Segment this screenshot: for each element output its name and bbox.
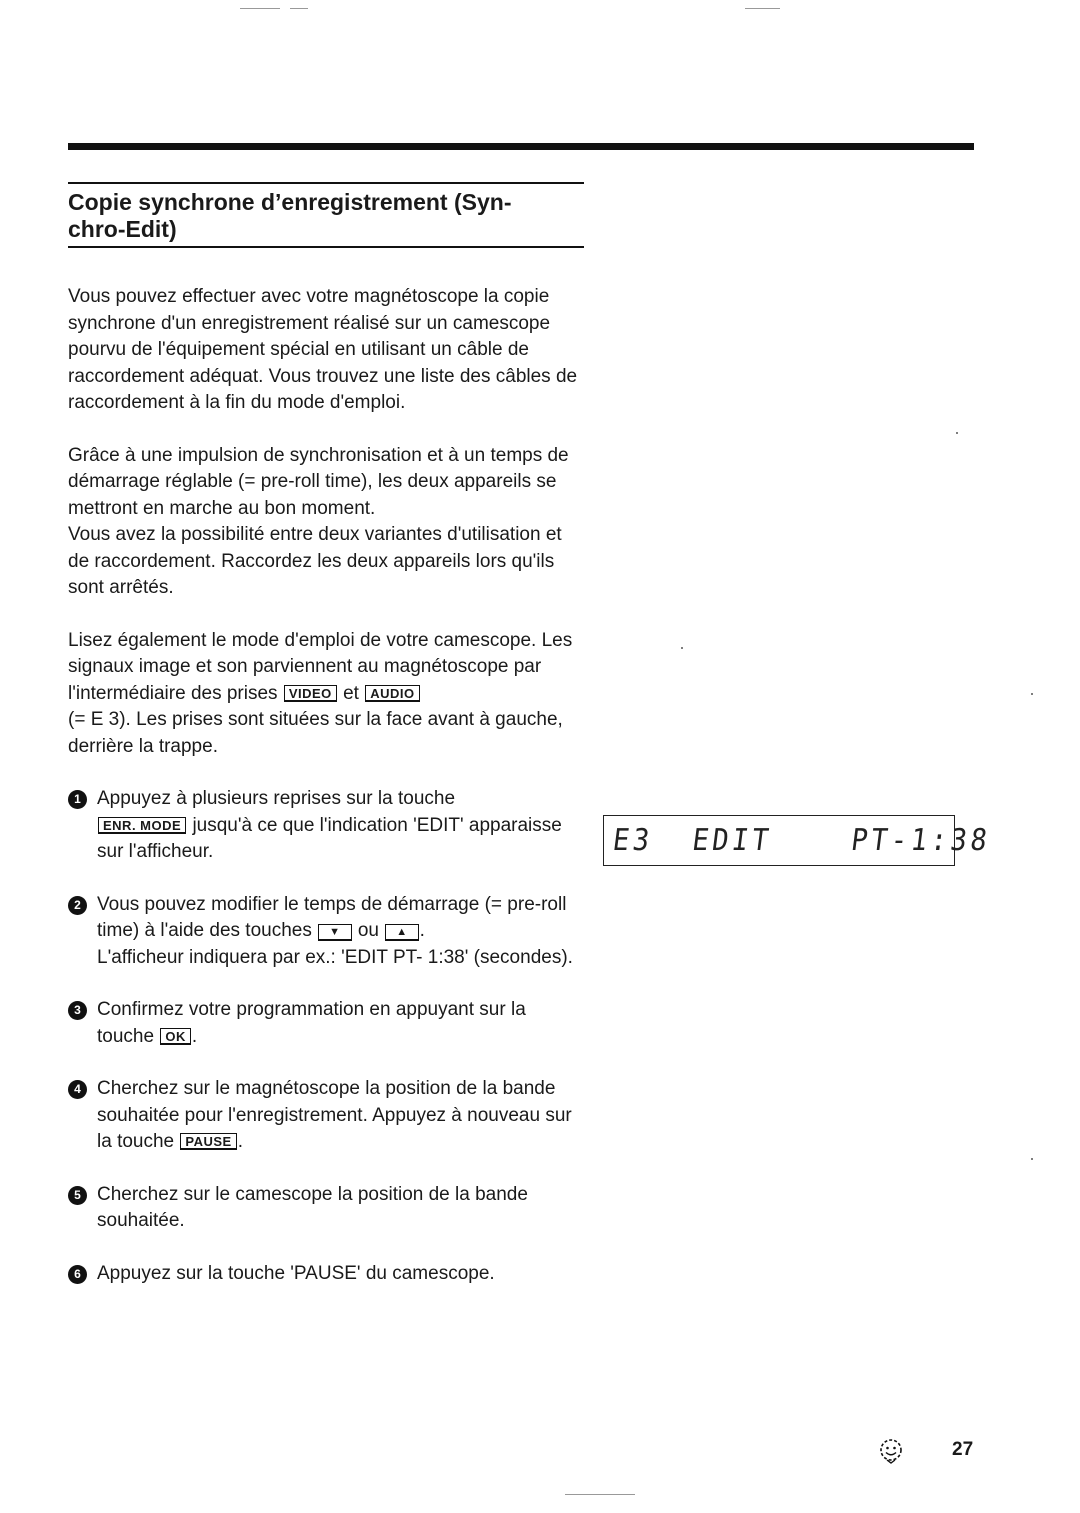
lcd-display [603,815,993,866]
body-column [68,284,588,1313]
pause-key: PAUSE [180,1133,236,1150]
sockets-text-c: (= E 3). Les prises sont situées sur la face avant à gauche, derrière la trappe. [68,709,563,757]
ok-key: OK [160,1028,191,1045]
step-4-period: . [237,1131,244,1152]
step-6-text: Appuyez sur la touche 'PAUSE' du camescope. [97,1262,495,1284]
lcd-display-text: E3 EDIT PT-1:38 [610,823,993,858]
step-3-period: . [191,1025,198,1047]
step-2-text-d: L'afficheur indiquera par ex.: 'EDIT PT- 1:38' (secondes). [97,946,573,968]
scan-smudge [565,1494,635,1495]
step-number-1: 1 [68,790,87,809]
step-number-4: 4 [68,1080,87,1099]
step-5-text: Cherchez sur le camescope la position de la bande souhaitée. [97,1183,528,1231]
up-arrow-key: ▲ [385,924,418,941]
title-line-2: chro-Edit) [68,216,177,242]
step-2-text-or: ou [357,920,379,941]
step-number-3: 3 [68,1001,87,1020]
step-4-text-a: Cherchez sur le magnétoscope la position de la bande souhaitée pour l'enregistrement. Appuyez à nouveau sur la touche [97,1078,572,1152]
scan-speck [1031,693,1033,695]
top-rule [68,143,974,150]
title-rule-top [68,182,584,184]
down-arrow-key: ▼ [318,924,351,941]
step-number-5: 5 [68,1186,87,1205]
step-1-text-b: jusqu'à ce que l'indication 'EDIT' apparaisse sur l'afficheur. [97,814,562,862]
page-number: 27 [952,1439,974,1460]
scan-smudge [745,8,780,9]
paragraph-sockets [68,628,588,761]
paragraph-sync [68,443,588,602]
step-2-period: . [419,920,425,941]
smiley-face-icon [877,1436,905,1464]
scan-smudge [290,8,308,9]
step-1-text-a: Appuyez à plusieurs reprises sur la touche [97,788,456,809]
step-number-2: 2 [68,896,87,915]
audio-key: AUDIO [365,685,419,702]
title-rule-bottom [68,246,584,248]
step-3-text-a: Confirmez votre programmation en appuyant sur la touche [97,999,526,1047]
scan-smudge [240,8,280,9]
paragraph-intro: Vous pouvez effectuer avec votre magnétoscope la copie synchrone d'un enregistrement réalisé sur un camescope pourvu de l'équipement spécial en utilisant un câble de raccordement adéquat. Vous trouvez une liste des câbles de raccordement à la fin du mode d'emploi. [68,286,578,413]
scan-speck [1031,1158,1033,1160]
paragraph-sync-text: Grâce à une impulsion de synchronisation et à un temps de démarrage réglable (= pre-roll time), les deux appareils se mettront en marche au bon moment. [68,444,569,519]
step-5 [68,1182,588,1235]
video-key: VIDEO [284,685,337,702]
section-title [68,189,584,243]
step-2 [68,892,588,972]
scan-speck [956,432,958,434]
sockets-text-and: et [343,682,359,704]
enr-mode-key: ENR. MODE [98,817,186,834]
step-3 [68,997,588,1050]
sockets-text-a: Lisez également le mode d'emploi de votre camescope. Les signaux image et son parviennent au magnétoscope par l'intermédiaire des prises [68,629,573,704]
title-line-1: Copie synchrone d’enregistrement (Syn- [68,189,512,215]
step-1 [68,786,588,866]
paragraph-variants-text: Vous avez la possibilité entre deux variantes d'utilisation et de raccordement. Raccordez les deux appareils lors qu'ils sont arrêtés. [68,524,562,598]
step-number-6: 6 [68,1265,87,1284]
scan-speck [681,647,683,649]
step-4 [68,1076,588,1156]
step-2-text-a: Vous pouvez modifier le temps de démarrage (= pre-roll time) à l'aide des touches [97,893,567,941]
step-6 [68,1261,588,1288]
